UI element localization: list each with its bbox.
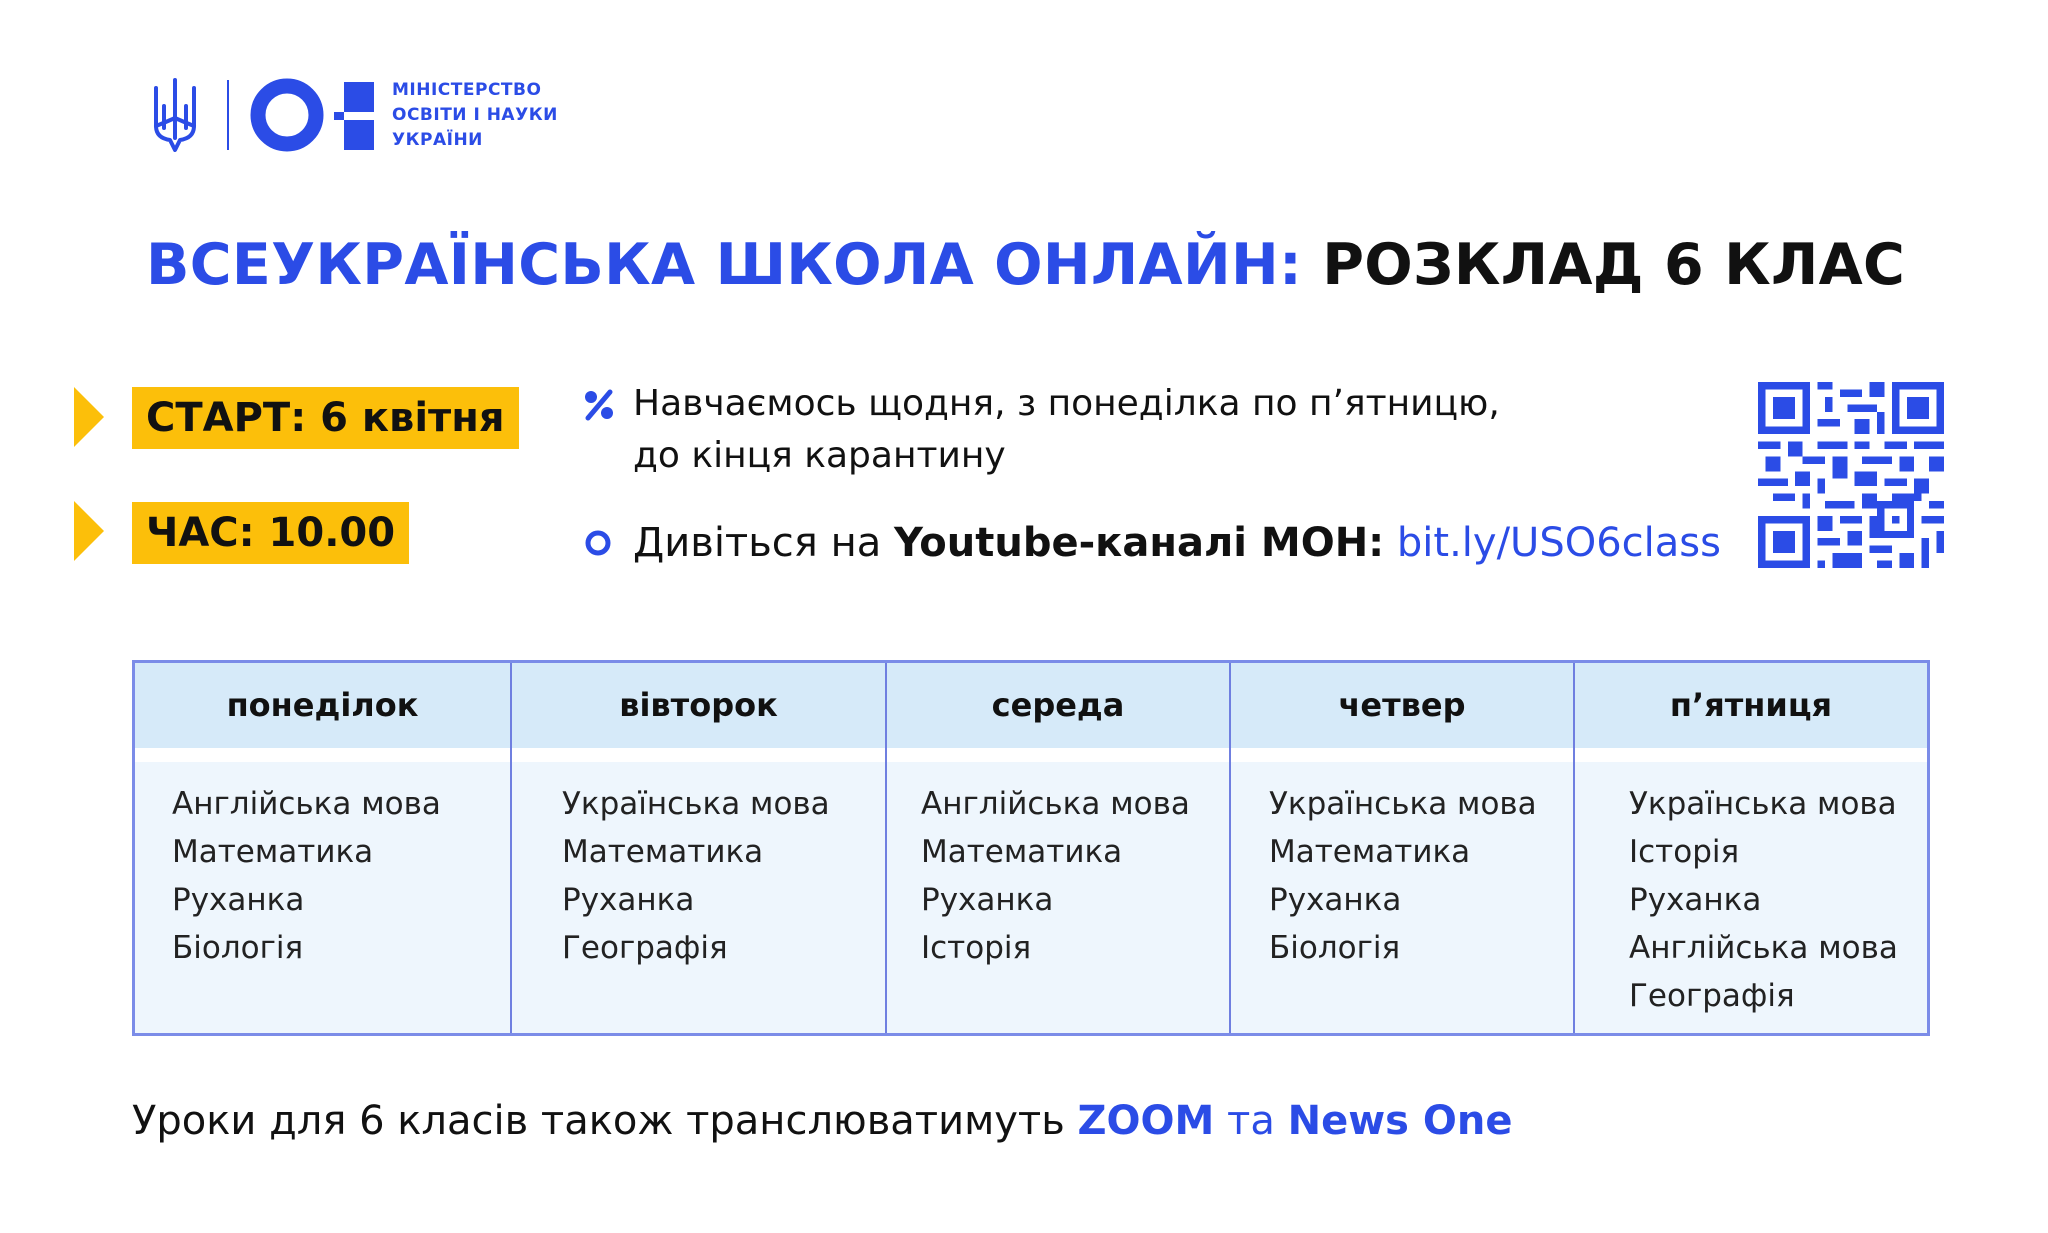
arrow-right-icon: [74, 387, 104, 447]
subject-item: Англійська мова: [921, 786, 1190, 822]
subject-item: Математика: [921, 834, 1123, 870]
logo-divider: [227, 80, 229, 150]
subject-item: Українська мова: [562, 786, 830, 822]
subject-list: [1575, 762, 1927, 1020]
ministry-name: [392, 78, 558, 153]
subject-item: Руханка: [1629, 882, 1762, 918]
ministry-name-line: ОСВІТИ І НАУКИ: [392, 105, 558, 125]
subject-item: Українська мова: [1629, 786, 1897, 822]
time-badge: ЧАС: 10.00: [132, 502, 409, 564]
start-date-badge: СТАРТ: 6 квітня: [132, 387, 519, 449]
schedule-table: [132, 660, 1930, 1036]
circle-icon: [584, 529, 612, 557]
day-header: вівторок: [512, 663, 885, 748]
youtube-link[interactable]: bit.ly/USO6class: [1396, 520, 1721, 566]
arrow-right-icon: [74, 501, 104, 561]
youtube-note: [633, 514, 1721, 572]
subject-list: [887, 762, 1229, 972]
study-schedule-note: [633, 378, 1500, 482]
zoom-label: ZOOM: [1077, 1098, 1215, 1144]
day-column-thursday: [1229, 663, 1573, 1033]
subject-item: Математика: [562, 834, 764, 870]
broadcast-note: [132, 1092, 1513, 1150]
qr-code-icon[interactable]: [1758, 382, 1944, 568]
trident-icon: [150, 78, 200, 152]
subject-item: Англійська мова: [1629, 930, 1898, 966]
subject-item: Руханка: [921, 882, 1054, 918]
ministry-name-line: МІНІСТЕРСТВО: [392, 80, 542, 100]
mon-logo-icon: [250, 78, 374, 152]
subject-list: [135, 762, 510, 972]
subject-item: Біологія: [1269, 930, 1401, 966]
subject-list: [1231, 762, 1573, 972]
page-title: [146, 232, 1905, 298]
broadcast-note-conj: та: [1214, 1098, 1288, 1144]
subject-list: [512, 762, 885, 972]
day-header: п’ятниця: [1575, 663, 1927, 748]
newsone-label: News One: [1287, 1098, 1513, 1144]
subject-item: Біологія: [172, 930, 304, 966]
title-part-1: ВСЕУКРАЇНСЬКА ШКОЛА ОНЛАЙН:: [146, 232, 1303, 298]
subject-item: Географія: [1629, 978, 1795, 1014]
youtube-channel-label: Youtube-каналі МОН:: [893, 520, 1385, 566]
day-column-friday: [1573, 663, 1927, 1033]
title-part-2: РОЗКЛАД 6 КЛАС: [1322, 232, 1906, 298]
study-schedule-note-line: Навчаємось щодня, з понеділка по п’ятницю,: [633, 383, 1500, 424]
subject-item: Математика: [172, 834, 374, 870]
subject-item: Географія: [562, 930, 728, 966]
day-header: середа: [887, 663, 1229, 748]
subject-item: Руханка: [562, 882, 695, 918]
subject-item: Історія: [1629, 834, 1740, 870]
subject-item: Українська мова: [1269, 786, 1537, 822]
subject-item: Математика: [1269, 834, 1471, 870]
subject-item: Історія: [921, 930, 1032, 966]
day-column-wednesday: [885, 663, 1229, 1033]
study-schedule-note-line: до кінця карантину: [633, 435, 1006, 476]
youtube-note-prefix: Дивіться на: [633, 520, 894, 566]
broadcast-note-text: Уроки для 6 класів також транслюватимуть: [132, 1098, 1078, 1144]
day-column-tuesday: [510, 663, 885, 1033]
day-column-monday: [135, 663, 510, 1033]
day-header: понеділок: [135, 663, 510, 748]
subject-item: Руханка: [172, 882, 305, 918]
day-header: четвер: [1231, 663, 1573, 748]
subject-item: Руханка: [1269, 882, 1402, 918]
ministry-name-line: УКРАЇНИ: [392, 130, 483, 150]
subject-item: Англійська мова: [172, 786, 441, 822]
percent-icon: [583, 389, 615, 421]
